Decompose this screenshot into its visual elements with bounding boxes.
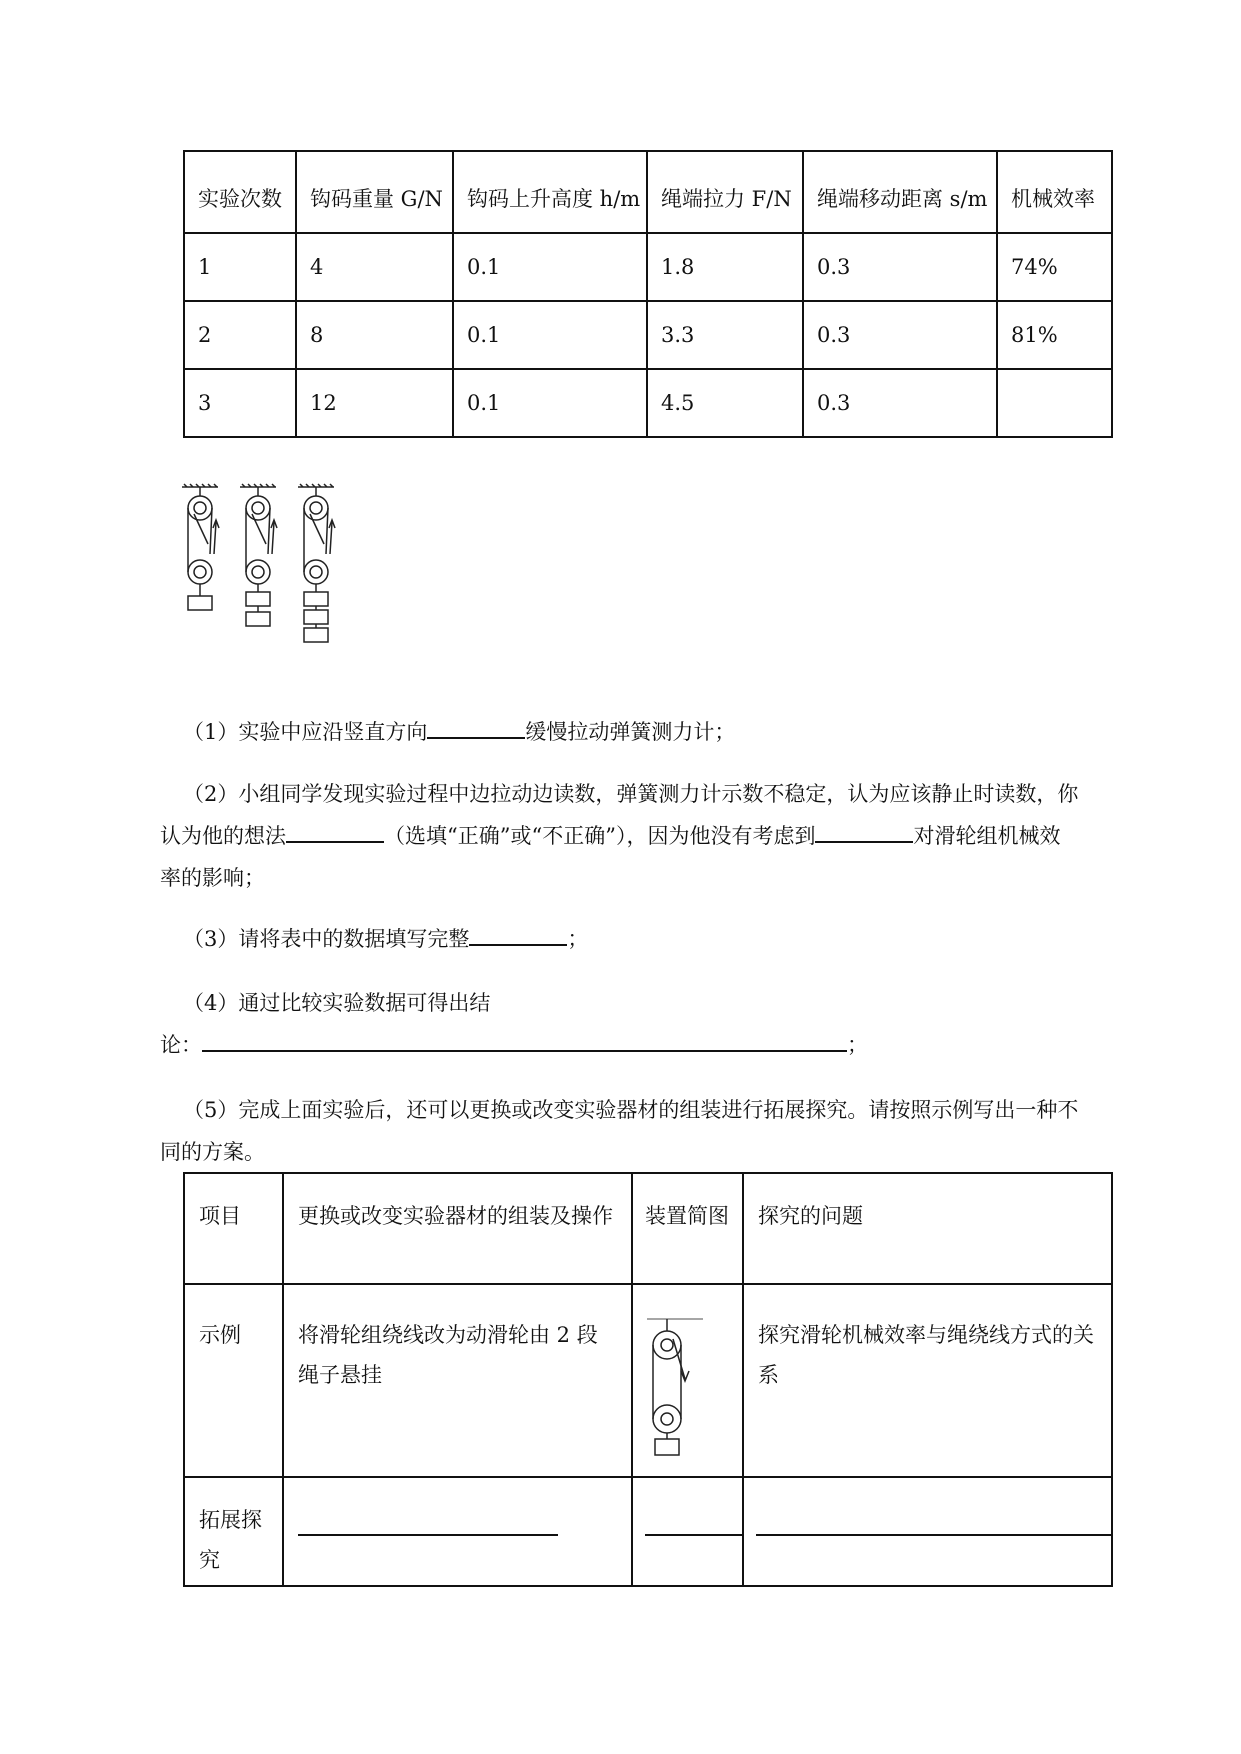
answer-blank[interactable] [815, 817, 913, 843]
table-cell: 0.1 [453, 369, 647, 437]
answer-line[interactable] [298, 1534, 558, 1536]
movable-pulley-diagram [643, 1315, 733, 1475]
question-text: 论： [160, 1033, 202, 1057]
table-row-example [184, 1284, 1112, 1477]
extension-plan-table [183, 1172, 1113, 1587]
table-cell: 74% [997, 233, 1112, 301]
header-cell: 探究的问题 [743, 1173, 1112, 1284]
table-cell: 0.3 [803, 369, 997, 437]
question-3 [183, 919, 1143, 959]
table-cell: 12 [296, 369, 453, 437]
question-text: （3）请将表中的数据填写完整 [183, 927, 470, 951]
table-row-extension [184, 1477, 1112, 1586]
answer-blank[interactable] [286, 817, 384, 843]
question-text: （选填“正确”或“不正确”），因为他没有考虑到 [384, 824, 816, 848]
table-cell: 0.3 [803, 301, 997, 369]
table-row [184, 369, 1112, 437]
question-text: 认为他的想法 [160, 824, 286, 848]
example-question: 探究滑轮机械效率与绳绕线方式的关系 [743, 1284, 1112, 1477]
example-operation: 将滑轮组绕线改为动滑轮由 2 段绳子悬挂 [283, 1284, 632, 1477]
extension-question-cell[interactable] [743, 1477, 1112, 1586]
table-cell: 4 [296, 233, 453, 301]
header-cell: 绳端拉力 F/N [647, 151, 803, 233]
header-cell: 钩码上升高度 h/m [453, 151, 647, 233]
question-text: （2）小组同学发现实验过程中边拉动边读数，弹簧测力计示数不稳定，认为应该静止时读数，你 [183, 782, 1079, 806]
table-cell: 1 [184, 233, 296, 301]
question-text: 率的影响； [160, 866, 265, 890]
table-cell: 3.3 [647, 301, 803, 369]
table-cell: 1.8 [647, 233, 803, 301]
table-row [184, 301, 1112, 369]
pulley-setup-1 [182, 484, 219, 610]
table-cell: 2 [184, 301, 296, 369]
pulley-setup-3 [298, 484, 335, 642]
question-text: ； [847, 1033, 868, 1057]
question-4 [160, 983, 1143, 1065]
answer-blank[interactable] [427, 713, 525, 739]
header-cell: 项目 [184, 1173, 283, 1284]
table-cell: 0.3 [803, 233, 997, 301]
header-cell: 装置简图 [632, 1173, 743, 1284]
header-cell: 实验次数 [184, 151, 296, 233]
question-text: （5）完成上面实验后，还可以更换或改变实验器材的组装进行拓展探究。请按照示例写出一种不 [183, 1098, 1079, 1122]
question-text: （1）实验中应沿竖直方向 [183, 720, 428, 744]
row-label: 拓展探究 [184, 1477, 283, 1586]
question-text: 缓慢拉动弹簧测力计； [525, 720, 736, 744]
question-text: 同的方案。 [160, 1140, 265, 1164]
table-cell: 81% [997, 301, 1112, 369]
table-header-row [184, 151, 1112, 233]
efficiency-blank-cell[interactable] [997, 369, 1112, 437]
question-5 [160, 1090, 1143, 1172]
row-label: 示例 [184, 1284, 283, 1477]
header-cell: 绳端移动距离 s/m [803, 151, 997, 233]
table-cell: 4.5 [647, 369, 803, 437]
pulley-setups-figure [180, 484, 350, 669]
pulley-setup-2 [240, 484, 277, 626]
table-cell: 3 [184, 369, 296, 437]
question-text: ； [567, 927, 589, 951]
table-row [184, 233, 1112, 301]
experiment-data-table [183, 150, 1113, 438]
header-cell: 更换或改变实验器材的组装及操作 [283, 1173, 632, 1284]
table-header-row [184, 1173, 1112, 1284]
question-text: 对滑轮组机械效 [913, 824, 1061, 848]
answer-blank[interactable] [469, 920, 567, 946]
extension-diagram-cell[interactable] [632, 1477, 743, 1586]
question-1 [183, 712, 1143, 752]
question-text: （4）通过比较实验数据可得出结 [183, 991, 491, 1015]
table-cell: 0.1 [453, 233, 647, 301]
question-2 [160, 774, 1143, 898]
extension-operation-cell[interactable] [283, 1477, 632, 1586]
table-cell: 0.1 [453, 301, 647, 369]
table-cell: 8 [296, 301, 453, 369]
header-cell: 钩码重量 G/N [296, 151, 453, 233]
example-diagram-cell [632, 1284, 743, 1477]
header-cell: 机械效率 [997, 151, 1112, 233]
answer-line[interactable] [645, 1534, 742, 1536]
answer-line[interactable] [756, 1534, 1111, 1536]
answer-blank[interactable] [202, 1026, 847, 1052]
